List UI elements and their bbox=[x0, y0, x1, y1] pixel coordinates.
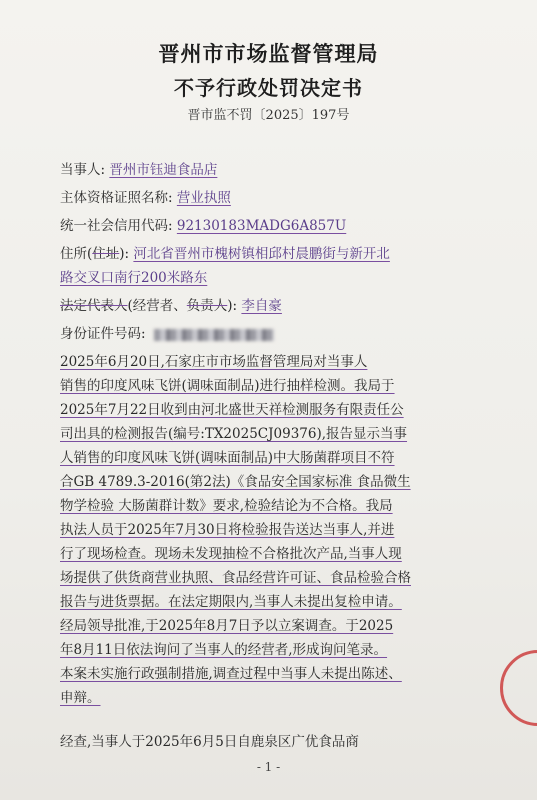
body-line: 司出具的检测报告(编号:TX2025CJ09376),报告显示当事 bbox=[60, 426, 408, 442]
address-value-line2: 路交叉口南行200米路东 bbox=[60, 270, 208, 286]
address-row-2 bbox=[60, 266, 207, 286]
body-line: 2025年7月22日收到由河北盛世天祥检测服务有限责任公 bbox=[60, 402, 404, 418]
party-name-value: 晋州市钰迪食品店 bbox=[109, 162, 218, 178]
document-number: 晋市监不罚〔2025〕197号 bbox=[187, 108, 350, 123]
rep-label-suffix: ): bbox=[227, 298, 238, 314]
red-seal-stamp bbox=[500, 650, 537, 726]
representative-row bbox=[60, 294, 282, 314]
body-line: 经查,当事人于2025年6月5日自鹿泉区广优食品商 bbox=[60, 734, 359, 750]
body-line: 行了现场检查。现场未发现抽检不合格批次产品,当事人现 bbox=[60, 546, 402, 562]
body-line: 报告与进货票据。在法定期限内,当事人未提出复检申请。 bbox=[60, 594, 402, 610]
credit-code-label: 统一社会信用代码: bbox=[60, 218, 173, 234]
body-line: 年8月11日依法询问了当事人的经营者,形成询问笔录。 bbox=[60, 642, 388, 658]
id-number-row bbox=[60, 322, 274, 342]
body-line: 销售的印度风味飞饼(调味面制品)进行抽样检测。我局于 bbox=[60, 378, 395, 394]
qualification-value: 营业执照 bbox=[176, 190, 231, 206]
body-line: 2025年6月20日,石家庄市市场监督管理局对当事人 bbox=[60, 354, 368, 370]
address-row bbox=[60, 242, 390, 262]
address-label-struck: 住址 bbox=[92, 246, 120, 262]
redacted-id-mask bbox=[154, 329, 274, 341]
address-value-line1: 河北省晋州市槐树镇相邱村晨鹏街与新开北 bbox=[133, 246, 390, 262]
body-line: 合GB 4789.3-2016(第2法)《食品安全国家标准 食品微生 bbox=[60, 474, 411, 490]
party-name-row bbox=[60, 158, 217, 178]
body-line: 本案未实施行政强制措施,调查过程中当事人未提出陈述、 bbox=[60, 666, 402, 682]
body-line: 场提供了供货商营业执照、食品经营许可证、食品检验合格 bbox=[60, 570, 411, 586]
representative-value: 李自豪 bbox=[241, 298, 282, 314]
body-line: 物学检验 大肠菌群计数》要求,检验结论为不合格。我局 bbox=[60, 498, 393, 514]
rep-label-mid: (经营者、 bbox=[127, 298, 187, 314]
document-title: 不予行政处罚决定书 bbox=[174, 76, 363, 100]
credit-code-value: 92130183MADG6A857U bbox=[176, 218, 347, 234]
body-line: 申辩。 bbox=[60, 690, 101, 706]
body-line: 经局领导批准,于2025年8月7日予以立案调查。于2025 bbox=[60, 618, 394, 634]
qualification-row bbox=[60, 186, 231, 206]
agency-title: 晋州市市场监督管理局 bbox=[158, 41, 379, 66]
address-label-suffix: ): bbox=[119, 246, 130, 262]
rep-label-struck: 法定代表人 bbox=[60, 298, 128, 314]
qualification-label: 主体资格证照名称: bbox=[60, 190, 173, 206]
address-label-prefix: 住所( bbox=[60, 246, 93, 262]
credit-code-row bbox=[60, 214, 346, 234]
body-line: 执法人员于2025年7月30日将检验报告送达当事人,并进 bbox=[60, 522, 395, 538]
body-line: 人销售的印度风味飞饼(调味面制品)中大肠菌群项目不符 bbox=[60, 450, 395, 466]
id-number-label: 身份证件号码: bbox=[60, 326, 146, 342]
party-name-label: 当事人: bbox=[60, 162, 106, 178]
page-number: - 1 - bbox=[256, 760, 281, 774]
rep-label-struck-2: 负责人 bbox=[186, 298, 228, 314]
